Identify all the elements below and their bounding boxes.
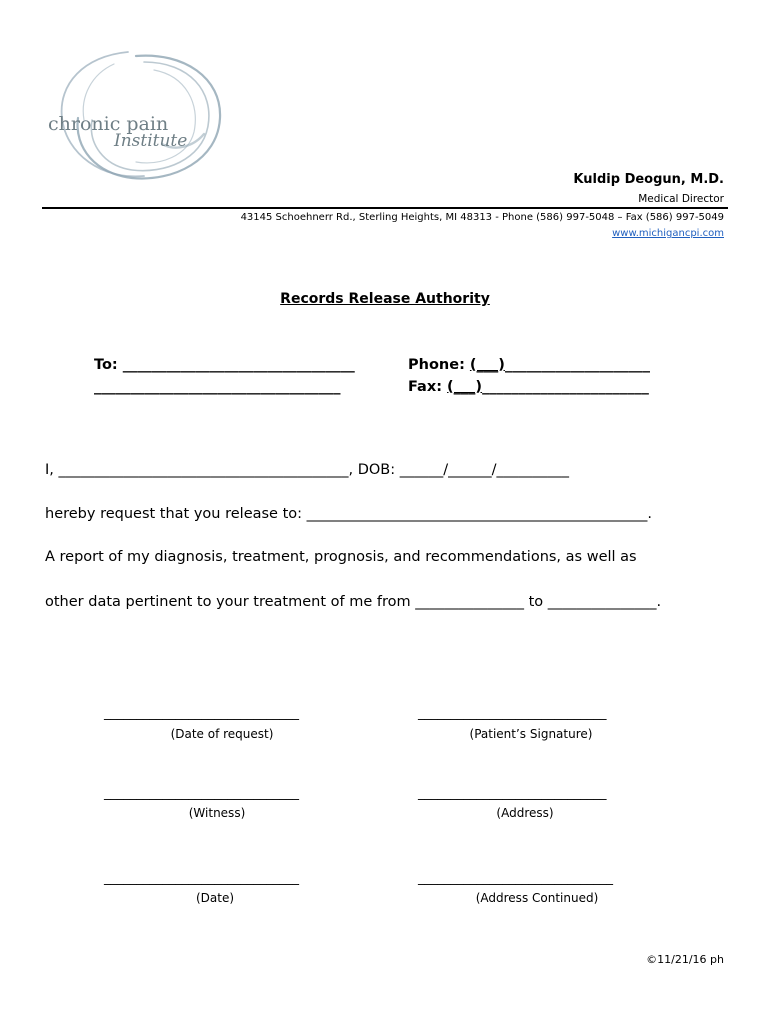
date-field[interactable]: ______________________________	[104, 871, 299, 886]
witness-field[interactable]: ______________________________	[104, 786, 299, 801]
patient-signature-caption: (Patient’s Signature)	[469, 727, 593, 741]
form-title: Records Release Authority	[280, 291, 490, 307]
report-statement: A report of my diagnosis, treatment, prognosis, and recommendations, as well as	[45, 549, 637, 565]
phone-field[interactable]: ____________________	[504, 357, 650, 373]
phone-line	[408, 357, 650, 373]
witness-caption: (Witness)	[188, 806, 246, 820]
logo-chronic-text: chronic pain	[48, 113, 169, 135]
form-version-code: ©11/21/16 ph	[646, 953, 724, 966]
chronic-pain-institute-logo	[44, 48, 228, 188]
fax-field[interactable]: _______________________	[482, 379, 649, 395]
date-of-request-caption: (Date of request)	[170, 727, 274, 741]
fax-line	[408, 379, 649, 395]
phone-label: Phone:	[408, 357, 470, 373]
fax-label: Fax:	[408, 379, 448, 395]
clinic-address: 43145 Schoehnerr Rd., Sterling Heights, MI 48313 - Phone (586) 997-5048 – Fax (586) 997-5049	[240, 212, 724, 223]
director-name: Kuldip Deogun, M.D.	[573, 172, 724, 187]
patient-name-dob-line[interactable]: I, ________________________________________, DOB: ______/______/__________	[45, 462, 570, 478]
to-label: To:	[94, 357, 123, 373]
fax-area-code-field[interactable]: (___)	[447, 379, 483, 395]
date-of-request-field[interactable]: ______________________________	[104, 706, 299, 721]
to-field[interactable]: ________________________________	[122, 357, 355, 373]
to-field-line2[interactable]: __________________________________	[94, 379, 341, 395]
to-line	[94, 357, 355, 373]
address-continued-field[interactable]: ______________________________	[418, 871, 613, 886]
address-field[interactable]: _____________________________	[418, 786, 607, 801]
phone-area-code-field[interactable]: (___)	[469, 357, 505, 373]
date-range-line[interactable]: other data pertinent to your treatment of me from _______________ to _______________.	[45, 594, 662, 610]
patient-signature-field[interactable]: _____________________________	[418, 706, 607, 721]
address-caption: (Address)	[496, 806, 554, 820]
website-link[interactable]: www.michigancpi.com	[612, 228, 724, 239]
address-continued-caption: (Address Continued)	[475, 891, 599, 905]
director-title: Medical Director	[638, 193, 724, 205]
release-to-line[interactable]: hereby request that you release to: _______________________________________________.	[45, 506, 652, 522]
header-divider	[42, 207, 728, 209]
logo-institute-text: Institute	[114, 131, 188, 151]
date-caption: (Date)	[195, 891, 235, 905]
